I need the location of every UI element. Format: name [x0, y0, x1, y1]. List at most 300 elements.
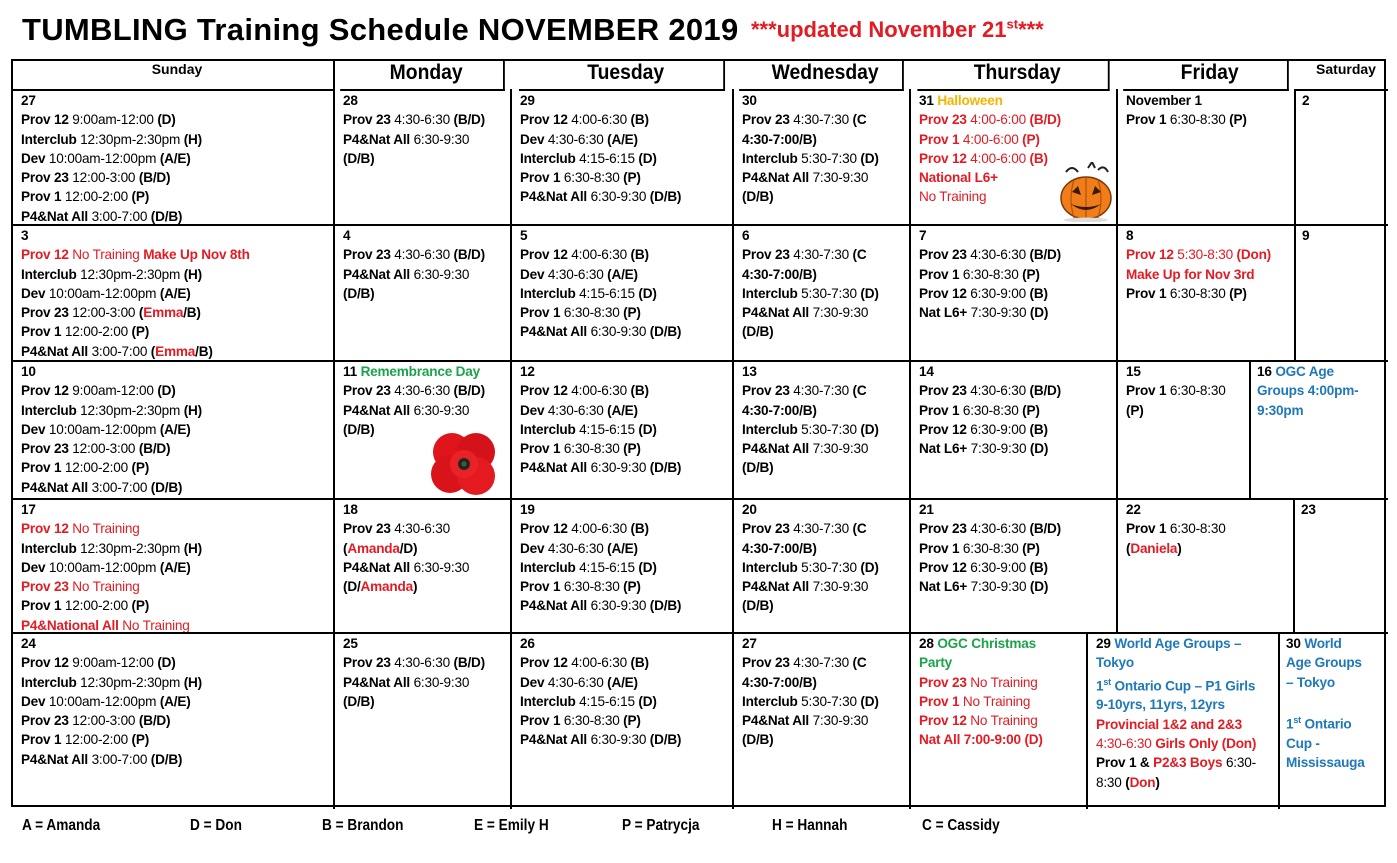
schedule-line	[343, 110, 510, 129]
text-segment: National L6+	[919, 170, 998, 186]
text-segment: Interclub	[742, 421, 798, 437]
schedule-line	[742, 265, 909, 284]
text-segment: 3:00-7:00	[88, 751, 151, 767]
schedule-line	[742, 420, 909, 439]
text-segment: Prov 1	[21, 460, 62, 476]
schedule-line	[1126, 284, 1294, 303]
day-cell-sun-27[interactable]	[11, 89, 335, 226]
text-segment: Nat L6+	[919, 441, 968, 457]
text-segment: (D)	[860, 693, 879, 709]
text-segment: 6:30-9:30	[410, 559, 470, 575]
day-cell-sun-3[interactable]	[11, 224, 335, 362]
text-segment: Prov 12	[520, 521, 568, 537]
schedule-line	[21, 539, 333, 558]
day-cell-wed-30[interactable]	[732, 89, 911, 226]
schedule-line	[520, 284, 732, 303]
date-number: November 1	[1126, 93, 1202, 108]
day-header-monday: Monday	[340, 59, 505, 91]
text-segment: Interclub	[520, 285, 576, 301]
text-segment: (B)	[1029, 559, 1048, 575]
text-segment: OGC Christmas	[937, 636, 1036, 651]
text-segment: 6:30-9:30	[410, 131, 470, 147]
text-segment: (D/B)	[742, 324, 774, 340]
text-segment: 6:30-9:30	[587, 324, 650, 340]
date-number: 27	[21, 93, 36, 108]
text-segment: Prov 12	[21, 383, 69, 399]
text-segment: Interclub	[21, 674, 77, 690]
day-cell-fri-15[interactable]	[1116, 360, 1251, 500]
text-segment: 4:30-6:30	[966, 521, 1030, 537]
text-segment: Prov 23	[742, 112, 790, 128]
schedule-line	[21, 381, 333, 400]
day-cell-sat-9[interactable]	[1294, 224, 1388, 362]
schedule-line	[21, 750, 333, 769]
text-segment: 4:30-7:00/B)	[742, 402, 817, 418]
text-segment: Prov 12	[919, 150, 967, 166]
day-cell-thu-28[interactable]	[909, 632, 1088, 809]
text-segment: 6:30-9:30	[410, 402, 470, 418]
text-segment: Prov 23	[742, 247, 790, 263]
superscript: st	[1293, 715, 1301, 726]
schedule-line	[520, 653, 732, 672]
text-segment: (D)	[157, 112, 176, 128]
schedule-line	[21, 596, 333, 615]
day-cell-sat-23[interactable]	[1293, 498, 1388, 634]
text-segment: Prov 23	[919, 383, 967, 399]
text-segment: Prov 12	[919, 421, 967, 437]
text-segment: Prov 23	[343, 655, 391, 671]
text-segment: Prov 23	[919, 247, 967, 263]
text-segment: Emma	[155, 343, 196, 359]
text-segment: – Tokyo	[1286, 674, 1335, 690]
text-segment: (D/B)	[742, 189, 774, 205]
text-segment: No Training	[68, 247, 144, 263]
text-segment: 7:30-9:30	[809, 170, 869, 186]
text-segment: 1	[1096, 678, 1104, 694]
text-segment: Dev	[520, 131, 545, 147]
text-segment: (D)	[638, 559, 657, 575]
text-segment: (B/D)	[138, 713, 171, 729]
day-cell-sun-24[interactable]	[11, 632, 335, 809]
schedule-line	[520, 577, 732, 596]
text-segment: (D/B)	[649, 460, 682, 476]
day-cell-mon-18[interactable]	[333, 498, 512, 634]
schedule-line	[742, 596, 909, 615]
date-line	[520, 362, 732, 381]
text-segment: 9-10yrs, 11yrs, 12yrs	[1096, 697, 1225, 713]
text-segment: 12:30pm-2:30pm	[76, 540, 184, 556]
day-cell-sat-2[interactable]	[1294, 89, 1388, 226]
text-segment: Prov 1	[1126, 285, 1167, 301]
date-number: 22	[1126, 502, 1141, 517]
text-segment: 12:30pm-2:30pm	[76, 266, 184, 282]
text-segment: (P)	[131, 324, 150, 340]
text-segment: (D)	[638, 285, 657, 301]
schedule-line	[21, 478, 333, 497]
text-segment: (B)	[630, 112, 649, 128]
text-segment: (A/E)	[159, 150, 191, 166]
schedule-line	[742, 187, 909, 206]
text-segment: /B)	[183, 305, 201, 321]
date-number: 4	[343, 228, 351, 243]
text-segment: 12:00-3:00	[68, 305, 139, 321]
text-segment: Ontario Cup – P1 Girls	[1110, 678, 1256, 694]
text-segment: Prov 23	[343, 247, 391, 263]
text-segment: (	[138, 305, 144, 321]
legend-item: A = Amanda	[22, 817, 101, 834]
schedule-line	[919, 284, 1116, 303]
text-segment: Emma	[143, 305, 184, 321]
text-segment: 12:00-3:00	[68, 441, 139, 457]
text-segment: Prov 12	[919, 285, 967, 301]
schedule-line	[343, 130, 510, 149]
text-segment: Interclub	[21, 266, 77, 282]
text-segment: 10:00am-12:00pm	[45, 559, 160, 575]
schedule-line	[919, 653, 1086, 672]
schedule-line	[520, 519, 732, 538]
day-header-sunday: Sunday	[11, 59, 335, 91]
text-segment: (A/E)	[607, 540, 638, 556]
text-segment: 9:00am-12:00	[68, 112, 158, 128]
text-segment: Nat L6+	[919, 579, 968, 595]
schedule-line	[21, 110, 333, 129]
text-segment: Dev	[520, 266, 545, 282]
schedule-line	[520, 381, 732, 400]
text-segment: Nat L6+	[919, 305, 968, 321]
text-segment: Dev	[21, 421, 46, 437]
updated-notice	[751, 17, 1044, 42]
text-segment: Prov 1	[21, 189, 62, 205]
text-segment: Prov 12	[21, 247, 69, 263]
text-segment: Prov 23	[919, 521, 967, 537]
day-cell-tue-5[interactable]	[510, 224, 734, 362]
schedule-line	[742, 284, 909, 303]
day-cell-sun-17[interactable]	[11, 498, 335, 634]
text-segment: 12:00-2:00	[61, 732, 132, 748]
schedule-line	[343, 577, 510, 596]
schedule-line	[21, 187, 333, 206]
date-number: 9	[1302, 228, 1310, 243]
date-number: 30	[1286, 636, 1301, 651]
date-line	[21, 91, 333, 110]
legend-item: C = Cassidy	[922, 817, 1000, 834]
text-segment: 4:30-7:00/B)	[742, 266, 817, 282]
schedule-line	[742, 653, 909, 672]
date-line	[919, 226, 1116, 245]
updated-text: ***updated November 21	[750, 17, 1007, 42]
date-line	[919, 634, 1086, 653]
text-segment: (C	[852, 247, 867, 263]
text-segment: P4&Nat All	[520, 324, 587, 340]
schedule-line	[742, 245, 909, 264]
day-cell-tue-29[interactable]	[510, 89, 734, 226]
text-segment: 4:30-7:00/B)	[742, 540, 817, 556]
date-line	[1096, 634, 1278, 653]
text-segment: P4&Nat All	[21, 751, 88, 767]
text-segment: 12:00-2:00	[61, 460, 132, 476]
date-number: 14	[919, 364, 934, 379]
text-segment: OGC Age	[1275, 364, 1334, 379]
text-segment: 4:15-6:15	[575, 421, 639, 437]
text-segment: 7:30-9:30	[809, 579, 869, 595]
schedule-line	[1286, 653, 1388, 672]
text-segment: 4:30-6:30	[390, 112, 454, 128]
schedule-line	[343, 558, 510, 577]
day-cell-wed-6[interactable]	[732, 224, 911, 362]
text-segment: (B/D)	[1029, 112, 1061, 128]
schedule-line	[520, 322, 732, 341]
schedule-line	[520, 458, 732, 477]
text-segment: (H)	[183, 266, 203, 282]
text-segment: (D/B)	[742, 598, 774, 614]
text-segment: 4:00-6:30	[567, 247, 631, 263]
text-segment: )	[412, 579, 418, 595]
page-title	[22, 12, 1044, 48]
text-segment: (P)	[623, 170, 641, 186]
text-segment: Interclub	[742, 150, 798, 166]
date-line	[1126, 226, 1294, 245]
text-segment: 6:30-9:00	[966, 285, 1030, 301]
text-segment: Prov 1	[520, 170, 561, 186]
text-segment: 6:30-9:30	[410, 266, 470, 282]
schedule-line	[1096, 715, 1278, 734]
text-segment: (D)	[638, 421, 657, 437]
text-segment: 4:30-6:30	[390, 655, 454, 671]
date-number: 23	[1301, 502, 1316, 517]
schedule-line	[919, 420, 1116, 439]
text-segment: 7:30-9:30	[967, 579, 1030, 595]
text-segment: 3:00-7:00	[88, 208, 151, 224]
text-segment: (B/D)	[1029, 521, 1061, 537]
schedule-line	[919, 711, 1086, 730]
text-segment: (D/B)	[742, 732, 774, 748]
text-segment: (D/B)	[649, 598, 682, 614]
text-segment: (B)	[1029, 421, 1048, 437]
text-segment: P4&Nat All	[21, 343, 88, 359]
text-segment: (C	[852, 521, 867, 537]
day-cell-sun-10[interactable]	[11, 360, 335, 500]
text-segment: (A/E)	[607, 402, 638, 418]
text-segment: (	[343, 540, 348, 556]
text-segment: (H)	[183, 131, 203, 147]
date-line	[1126, 91, 1294, 110]
text-segment: 10:00am-12:00pm	[45, 150, 160, 166]
text-segment: 4:00-6:00	[959, 131, 1023, 147]
text-segment: No Training	[966, 713, 1038, 729]
date-line	[343, 634, 510, 653]
text-segment: Groups 4:00pm-	[1257, 383, 1359, 399]
text-segment: (P)	[623, 579, 641, 595]
text-segment: 4:15-6:15	[575, 693, 639, 709]
date-number: 8	[1126, 228, 1134, 243]
date-line	[343, 362, 510, 381]
date-number: 28	[919, 636, 934, 651]
text-segment: (B)	[630, 247, 649, 263]
text-segment: Prov 1	[919, 266, 960, 282]
date-line	[742, 226, 909, 245]
date-number: 30	[742, 93, 757, 108]
schedule-line	[1126, 381, 1249, 400]
day-cell-thu-7[interactable]	[909, 224, 1118, 362]
day-cell-tue-26[interactable]	[510, 632, 734, 809]
day-cell-fri-8[interactable]	[1116, 224, 1296, 362]
text-segment: (B/D)	[453, 655, 485, 671]
day-cell-fri-22[interactable]	[1116, 498, 1295, 634]
text-segment: 4:30-6:30	[1096, 736, 1156, 752]
schedule-line	[520, 420, 732, 439]
day-header-tuesday: Tuesday	[519, 59, 725, 91]
day-cell-wed-27[interactable]	[732, 632, 911, 809]
text-segment: 4:30-6:30	[544, 402, 608, 418]
text-segment: Prov 12	[520, 655, 568, 671]
schedule-line	[21, 673, 333, 692]
date-number: 17	[21, 502, 36, 517]
schedule-line	[21, 401, 333, 420]
schedule-line	[520, 439, 732, 458]
text-segment: (P)	[623, 713, 641, 729]
text-segment: 7:30-9:30	[809, 441, 869, 457]
text-segment: 6:30-8:30	[560, 441, 624, 457]
schedule-line	[21, 245, 333, 264]
schedule-line	[21, 439, 333, 458]
day-header-thursday: Thursday	[917, 59, 1109, 91]
text-segment: 6:30-9:30	[587, 732, 650, 748]
text-segment: 12:00-3:00	[68, 713, 139, 729]
schedule-line	[21, 168, 333, 187]
schedule-line	[919, 730, 1086, 749]
holiday-note: Halloween	[937, 93, 1003, 108]
schedule-line	[343, 673, 510, 692]
text-segment: 3:00-7:00	[88, 479, 151, 495]
text-segment: Prov 23	[343, 112, 391, 128]
text-segment: (Don)	[1236, 247, 1271, 263]
schedule-line	[343, 149, 510, 168]
text-segment: 6:30-9:00	[966, 559, 1030, 575]
day-cell-fri-29[interactable]	[1086, 632, 1280, 809]
date-number: 18	[343, 502, 358, 517]
day-cell-wed-20[interactable]	[732, 498, 911, 634]
text-segment: (P)	[131, 189, 150, 205]
text-segment: (B)	[1029, 150, 1048, 166]
schedule-line	[742, 322, 909, 341]
date-number: 6	[742, 228, 750, 243]
date-line	[742, 634, 909, 653]
day-cell-fri-november-1[interactable]	[1116, 89, 1296, 226]
schedule-line	[520, 401, 732, 420]
text-segment: No Training	[959, 693, 1031, 709]
day-cell-mon-4[interactable]	[333, 224, 512, 362]
schedule-line	[742, 692, 909, 711]
text-segment: Prov 23	[742, 521, 790, 537]
text-segment: (A/E)	[159, 285, 191, 301]
text-segment: 6:30-9:30	[587, 598, 650, 614]
date-number: 3	[21, 228, 29, 243]
text-segment: Cup -	[1286, 736, 1320, 752]
day-cell-mon-25[interactable]	[333, 632, 512, 809]
day-cell-thu-14[interactable]	[909, 360, 1118, 500]
date-line	[21, 500, 333, 519]
schedule-line	[520, 110, 732, 129]
date-line	[742, 500, 909, 519]
schedule-line	[21, 149, 333, 168]
text-segment: Prov 23	[742, 655, 790, 671]
day-cell-tue-19[interactable]	[510, 498, 734, 634]
text-segment: Prov 23	[21, 441, 69, 457]
text-segment: 4:00-6:30	[567, 655, 631, 671]
schedule-line	[742, 730, 909, 749]
schedule-line	[21, 692, 333, 711]
day-header-friday: Friday	[1123, 59, 1289, 91]
date-line	[919, 500, 1116, 519]
text-segment: (D/B)	[343, 693, 375, 709]
text-segment: 6:30-8:30	[560, 170, 624, 186]
schedule-line	[343, 381, 510, 400]
text-segment: 7:30-9:30	[967, 305, 1030, 321]
text-segment: Amanda	[347, 540, 400, 556]
text-segment: Interclub	[742, 693, 798, 709]
schedule-line	[1096, 673, 1278, 696]
schedule-line	[919, 539, 1116, 558]
text-segment: (P)	[1022, 266, 1040, 282]
text-segment: Prov 1	[1126, 521, 1167, 537]
date-number: 5	[520, 228, 528, 243]
text-segment: Interclub	[21, 540, 77, 556]
day-cell-wed-13[interactable]	[732, 360, 911, 500]
date-line	[520, 500, 732, 519]
text-segment: Prov 23	[919, 112, 967, 128]
date-line	[1302, 226, 1388, 245]
text-segment: (A/E)	[607, 131, 638, 147]
text-segment: Party	[919, 655, 953, 671]
day-cell-thu-21[interactable]	[909, 498, 1118, 634]
day-cell-tue-12[interactable]	[510, 360, 734, 500]
schedule-line	[343, 519, 510, 538]
text-segment: (D)	[1029, 305, 1049, 321]
updated-sup: st	[1006, 16, 1019, 32]
text-segment: 6:30-8:30	[1166, 112, 1230, 128]
text-segment: 4:30-7:30	[789, 521, 853, 537]
text-segment: (D)	[157, 655, 176, 671]
day-cell-mon-28[interactable]	[333, 89, 512, 226]
text-segment: 4:00-6:30	[567, 521, 631, 537]
text-segment: 4:30-6:30	[544, 266, 608, 282]
schedule-line	[21, 558, 333, 577]
text-segment: (D/B)	[150, 208, 183, 224]
day-cell-sat-30[interactable]	[1278, 632, 1388, 809]
text-segment: P4&Nat All	[742, 170, 809, 186]
date-line	[343, 91, 510, 110]
text-segment: 4:30-6:30	[544, 131, 608, 147]
text-segment: (D)	[860, 559, 879, 575]
schedule-line	[742, 130, 909, 149]
text-segment: No Training	[966, 674, 1038, 690]
day-cell-sat-16[interactable]	[1249, 360, 1388, 500]
text-segment: 12:00-3:00	[68, 170, 139, 186]
text-segment: P4&Nat All	[520, 189, 587, 205]
schedule-line	[1126, 539, 1293, 558]
text-segment: (C	[852, 112, 867, 128]
day-header-wednesday: Wednesday	[739, 59, 904, 91]
schedule-line	[742, 558, 909, 577]
date-line	[1302, 91, 1388, 110]
text-segment: Prov 1	[919, 693, 960, 709]
text-segment: Prov 23	[343, 521, 391, 537]
text-segment: Prov 23	[21, 713, 69, 729]
text-segment: 10:00am-12:00pm	[45, 693, 160, 709]
text-segment: 3:00-7:00	[88, 343, 151, 359]
text-segment: Prov 23	[343, 383, 391, 399]
text-segment: 4:30-6:30	[544, 540, 608, 556]
